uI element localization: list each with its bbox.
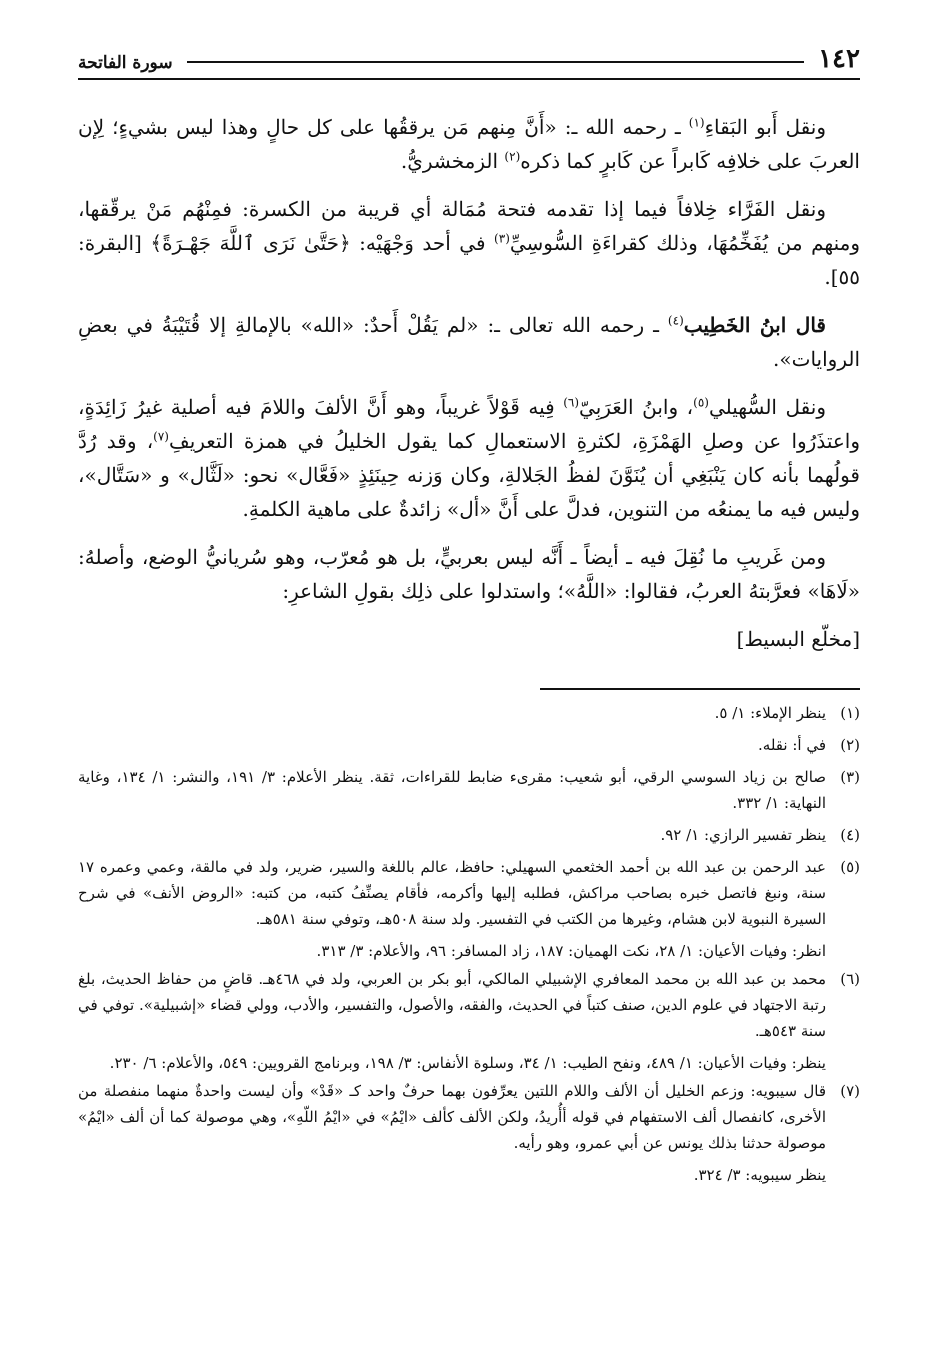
running-title: سورة الفاتحة (78, 53, 173, 73)
paragraph-5: ومن غَريبِ ما نُقِلَ فيه ـ أيضاً ـ أَنَّه ليس بعربيٍّ، بل هو مُعرّب، وهو سُريانيُّ الوضع، وأصلهُ: «لَاهَا» فعرَّبتهُ العربُ، فقالوا: «اللَّهُ»؛ واستدلوا على ذلِك بقولِ الشاعرِ: (78, 545, 860, 603)
header-rule (187, 61, 805, 63)
page-header (78, 40, 860, 80)
page-number: ١٤٢ (818, 44, 860, 74)
paragraph-4: ونقل السُّهيلي$^{(٥)}$، وابنُ العَرَبِيّ$^{(٦)}$ فِيه قَوْلاً غريباً، وهو أَنَّ الألفَ واللامَ فيه أصلية غيرُ زَائِدَةٍ، واعتذَرُوا عن وصلِ الهَمْزَةِ، لكثرةِ الاستعمالِ كما يقول الخليلُ في همزة التعريفِ$^{(٧)}$، وقد رُدَّ قولُهما بأنه كان يَنْبَغِي أن يُنَوَّنَ لفظُ الجَلالةِ، وكان وَزنه حِينَئِذٍ «فَعَّال» نحو: «لَثَّال» و «سَتَّال»، وليس فيه ما يمنعُه من التنوين، فدلَّ على أَنَّ «أل» زائدةٌ على ماهية الكلمةِ. (78, 395, 860, 521)
paragraph-2: ونقل الفَرَّاء خِلافاً فيما إذا تقدمه فتحة مُمَالة أي قريبة من الكسرة: فمِنْهُم مَنْ يرقّقها، ومنهم من يُفَخِّمُهَا، وذلك كقراءَةِ السُّوسِيِّ$^{(٣)}$ في أحد وَجْهَيْه: ﴿حَتَّىٰ نَرَى ٱللَّهَ جَهْـرَةً﴾ [البقرة: ٥٥]. (78, 197, 860, 289)
footnote: (٦) محمد بن عبد الله بن محمد المعافري الإشبيلي المالكي، أبو بكر بن العربي، ولد في ٤٦٨هـ. قاضٍ من حفاظ الحديث، بلغ رتبة الاجتهاد في علوم الدين، صنف كتباً في الحديث، والفقه، والأصول، والتفسير، والأدب، وولي قضاء «إشبيلية». توفي في سنة ٥٤٣هـ. (78, 969, 860, 1040)
paragraph-3: قال ابنُ الخَطِيب$^{(٤)}$ ـ رحمه الله تعالى ـ: «لم يَقُلْ أَحدٌ: «الله» بالإمالةِ إلا قُتَيْبَةُ في بعضِ الروايات». (78, 313, 860, 371)
footnote-reference: ينظر: وفيات الأعيان: ١/ ٤٨٩، ونفح الطيب: ١/ ٣٤، وسلوة الأنفاس: ٣/ ١٩٨، وبرنامج القرويين: ٥٤٩، والأعلام: ٦/ ٢٣٠. (109, 1053, 826, 1072)
footnote: (٧) قال سيبويه: وزعم الخليل أن الألف واللام اللتين يعرِّفون بهما حرفٌ واحد كـ «قَدْ» وأن ليست واحدةٌ منهما منفصلة من الأخرى، كانفصال ألف الاستفهام في قوله أأُريدُ، ولكن الألف كألف «ايْمُ» في «ايْمُ اللّهِ»، وهي موصولة كما أن ألف «ايْمُ» موصولة حدثنا بذلك يونس عن أبي عمرو، وهو رأيه. (78, 1081, 860, 1152)
footnote: (٣) صالح بن زياد السوسي الرقي، أبو شعيب: مقرىء ضابط للقراءات، ثقة. ينظر الأعلام: ٣/ ١٩١، والنشر: ١/ ١٣٤، وغاية النهاية: ١/ ٣٣٢. (78, 767, 860, 812)
footnote: (٢) في أ: نقله. (758, 735, 860, 754)
footnote-reference: ينظر سيبويه: ٣/ ٣٢٤. (693, 1165, 826, 1184)
paragraph-1: ونقل أَبو البَقاءِ$^{(١)}$ ـ رحمه الله ـ: «أَنَّ مِنهم مَن يرققُها على كل حالٍ وهذا ليس بشيءٍ؛ لِإن العربَ على خلافِه كَابراً عن كَابرٍ كما ذكره$^{(٢)}$ الزمخشريُّ. (78, 115, 860, 173)
footnotes (78, 700, 860, 1188)
footnote: (١) ينظر الإملاء: ١/ ٥. (714, 703, 860, 722)
poetic-meter-label: [مخلّع البسيط] (736, 627, 860, 651)
footnote: (٥) عبد الرحمن بن عبد الله بن أحمد الخثعمي السهيلي: حافظ، عالم باللغة والسير، ضرير، ولد في مالقة، وعمي وعمره ١٧ سنة، ونبغ فاتصل خبره بصاحب مراكش، فطلبه إليها وأكرمه، فأقام يصنِّفُ كتبه، من كتبه: «الروض الأنف» في شرح السيرة النبوية لابن هشام، وغيرها من الكتب في التفسير. ولد سنة ٥٠٨هـ، وتوفي سنة ٥٨١هـ. (78, 857, 860, 928)
footnote: (٤) ينظر تفسير الرازي: ١/ ٩٢. (660, 825, 860, 844)
footnote-separator (540, 688, 860, 690)
footnote-reference: انظر: وفيات الأعيان: ١/ ٢٨، نكت الهميان: ١٨٧، زاد المسافر: ٩٦، والأعلام: ٣/ ٣١٣. (316, 941, 826, 960)
book-page (78, 40, 860, 1350)
main-text (78, 110, 860, 656)
